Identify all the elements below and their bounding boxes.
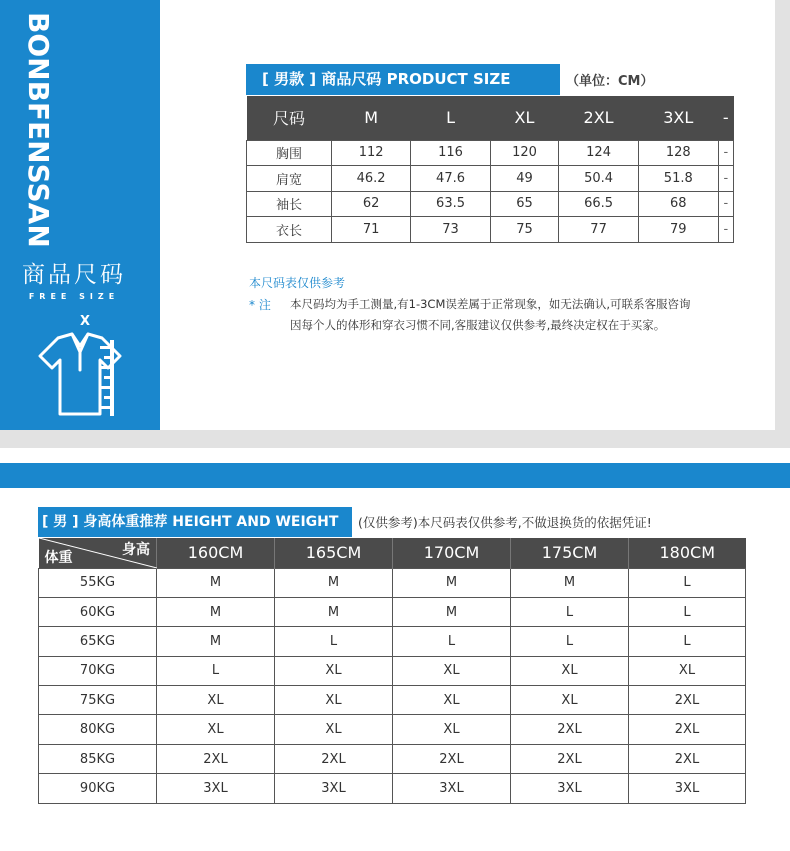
table-row xyxy=(39,715,746,744)
table-cell: L xyxy=(275,627,393,656)
table-cell: XL xyxy=(629,656,746,685)
table-row xyxy=(247,140,734,166)
hw-chart-note: (仅供参考)本尺码表仅供参考,不做退换货的依据凭证! xyxy=(358,515,652,530)
note-label: * 注 xyxy=(249,298,271,312)
table-cell: 袖长 xyxy=(247,191,332,217)
table-cell: 衣长 xyxy=(247,217,332,243)
table-cell: 2XL xyxy=(393,744,511,773)
table-cell: 3XL xyxy=(511,774,629,803)
table-cell: 116 xyxy=(411,140,490,166)
corner-weight-label: 体重 xyxy=(44,549,73,566)
table-cell: XL xyxy=(157,715,275,744)
table-cell: 3XL xyxy=(393,774,511,803)
table-cell: 2XL xyxy=(629,715,746,744)
table-cell: L xyxy=(511,627,629,656)
table-row xyxy=(247,217,734,243)
height-col-header: 165CM xyxy=(275,538,393,568)
table-cell: XL xyxy=(393,656,511,685)
corner-header xyxy=(39,538,157,568)
table-row xyxy=(39,597,746,626)
table-cell: M xyxy=(157,568,275,597)
corner-height-label: 身高 xyxy=(122,542,150,558)
table-cell: M xyxy=(511,568,629,597)
table-cell: 胸围 xyxy=(247,140,332,166)
table-cell: 2XL xyxy=(511,744,629,773)
table-cell: 2XL xyxy=(629,686,746,715)
table-cell: 60KG xyxy=(39,597,157,626)
table-cell: 50.4 xyxy=(559,166,639,192)
table-cell: M xyxy=(157,597,275,626)
table-cell: 71 xyxy=(331,217,410,243)
note-text-line2: 因每个人的体形和穿衣习惯不同,客服建议仅供参考,最终决定权在于买家。 xyxy=(290,318,666,332)
shirt-ruler-icon xyxy=(28,330,138,420)
table-cell: M xyxy=(393,597,511,626)
table-cell: 47.6 xyxy=(411,166,490,192)
size-chart-heading: [ 男款 ] 商品尺码 PRODUCT SIZE xyxy=(246,64,560,95)
table-cell: 49 xyxy=(490,166,558,192)
table-row xyxy=(39,774,746,803)
table-cell: XL xyxy=(275,686,393,715)
table-cell: 肩宽 xyxy=(247,166,332,192)
note-text-line1: 本尺码均为手工测量,有1-3CM误差属于正常现象，如无法确认,可联系客服咨询 xyxy=(290,297,691,311)
table-cell: L xyxy=(629,627,746,656)
table-cell: 75 xyxy=(490,217,558,243)
table-cell: XL xyxy=(275,656,393,685)
side-x-mark: X xyxy=(79,314,91,329)
table-cell: L xyxy=(629,597,746,626)
table-cell: 62 xyxy=(331,191,410,217)
size-header-row xyxy=(247,96,734,140)
section-divider-band xyxy=(0,463,790,488)
size-col-header: 3XL xyxy=(638,96,718,140)
table-cell: M xyxy=(157,627,275,656)
hw-chart-heading: [ 男 ] 身高体重推荐 HEIGHT AND WEIGHT xyxy=(38,507,352,537)
brand-sidebar xyxy=(0,0,160,430)
table-cell: 3XL xyxy=(629,774,746,803)
table-cell: 75KG xyxy=(39,686,157,715)
table-cell: M xyxy=(393,568,511,597)
size-col-header: L xyxy=(411,96,490,140)
table-cell: XL xyxy=(275,715,393,744)
table-cell: - xyxy=(718,217,733,243)
table-cell: - xyxy=(718,191,733,217)
table-cell: M xyxy=(275,568,393,597)
table-cell: 46.2 xyxy=(331,166,410,192)
size-col-header: XL xyxy=(490,96,558,140)
side-subtitle: FREE SIZE xyxy=(28,292,120,301)
size-col-header: - xyxy=(718,96,733,140)
table-cell: 2XL xyxy=(511,715,629,744)
height-weight-table xyxy=(38,538,746,804)
table-row xyxy=(247,191,734,217)
table-cell: L xyxy=(511,597,629,626)
height-col-header: 170CM xyxy=(393,538,511,568)
table-cell: 70KG xyxy=(39,656,157,685)
table-cell: M xyxy=(275,597,393,626)
table-cell: L xyxy=(157,656,275,685)
table-cell: 2XL xyxy=(629,744,746,773)
table-row xyxy=(247,166,734,192)
table-cell: 120 xyxy=(490,140,558,166)
table-cell: 73 xyxy=(411,217,490,243)
table-row xyxy=(39,744,746,773)
height-col-header: 160CM xyxy=(157,538,275,568)
table-cell: 112 xyxy=(331,140,410,166)
brand-name: BONBFENSSAN xyxy=(22,12,55,248)
table-cell: XL xyxy=(157,686,275,715)
table-cell: 65KG xyxy=(39,627,157,656)
table-cell: 77 xyxy=(559,217,639,243)
table-cell: XL xyxy=(393,715,511,744)
table-cell: XL xyxy=(393,686,511,715)
table-cell: 63.5 xyxy=(411,191,490,217)
table-cell: - xyxy=(718,166,733,192)
size-col-header: M xyxy=(331,96,410,140)
table-cell: 2XL xyxy=(157,744,275,773)
height-col-header: 180CM xyxy=(629,538,746,568)
table-cell: XL xyxy=(511,656,629,685)
table-row xyxy=(39,627,746,656)
table-cell: L xyxy=(393,627,511,656)
table-cell: 55KG xyxy=(39,568,157,597)
table-cell: L xyxy=(629,568,746,597)
table-row xyxy=(39,568,746,597)
table-cell: - xyxy=(718,140,733,166)
table-cell: 79 xyxy=(638,217,718,243)
table-cell: 2XL xyxy=(275,744,393,773)
table-cell: 124 xyxy=(559,140,639,166)
table-cell: 128 xyxy=(638,140,718,166)
table-cell: 68 xyxy=(638,191,718,217)
table-cell: 65 xyxy=(490,191,558,217)
height-col-header: 175CM xyxy=(511,538,629,568)
table-cell: 80KG xyxy=(39,715,157,744)
table-cell: 90KG xyxy=(39,774,157,803)
table-cell: 66.5 xyxy=(559,191,639,217)
table-cell: 51.8 xyxy=(638,166,718,192)
table-cell: 3XL xyxy=(275,774,393,803)
table-cell: 85KG xyxy=(39,744,157,773)
table-row xyxy=(39,686,746,715)
size-col-header: 2XL xyxy=(559,96,639,140)
hw-header-row xyxy=(39,538,746,568)
table-row xyxy=(39,656,746,685)
note-title: 本尺码表仅供参考 xyxy=(249,276,346,290)
side-title: 商品尺码 xyxy=(22,262,126,288)
size-col-header: 尺码 xyxy=(247,96,332,140)
table-cell: XL xyxy=(511,686,629,715)
table-cell: 3XL xyxy=(157,774,275,803)
size-chart-unit: （单位：CM） xyxy=(566,74,654,89)
product-size-table xyxy=(246,96,734,243)
